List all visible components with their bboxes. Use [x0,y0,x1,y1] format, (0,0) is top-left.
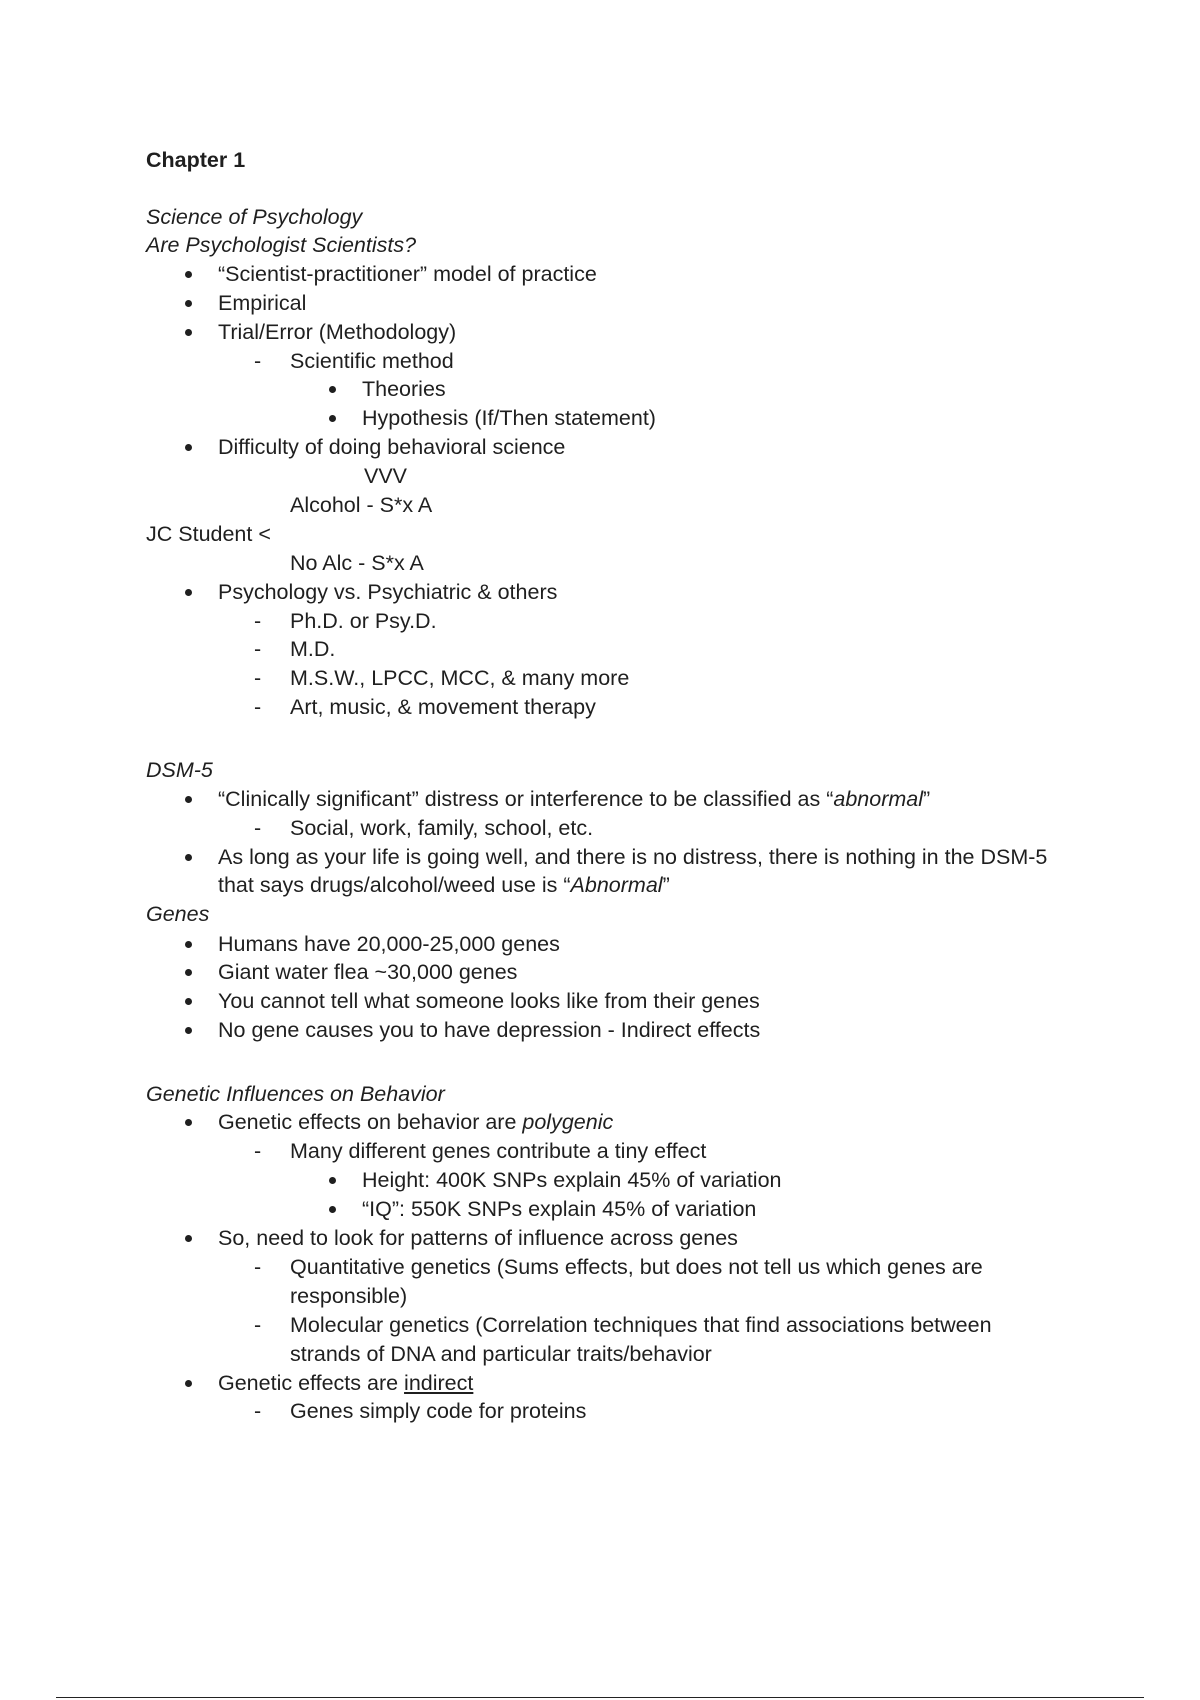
sub-list-item: - Art, music, & movement therapy [290,693,596,721]
list-item: Empirical [218,291,307,315]
sub-list-item: - Molecular genetics (Correlation techniques that find associations between [290,1311,992,1339]
sub-sub-list-item: Hypothesis (If/Then statement) [362,406,656,430]
list-item: Giant water flea ~30,000 genes [218,960,518,984]
list-item [218,785,930,813]
section-heading-genes: Genes [146,902,210,926]
underlined-text: indirect [404,1371,474,1395]
note-text: JC Student < [146,522,271,546]
sub-list-item: - Ph.D. or Psy.D. [290,607,437,635]
sub-list-item: - M.D. [290,635,335,663]
sub-sub-list-item: Theories [362,377,446,401]
arrow-text: VVV [364,464,408,488]
sub-list-item: - Quantitative genetics (Sums effects, but does not tell us which genes are [290,1253,983,1281]
section-heading-genetic-influences: Genetic Influences on Behavior [146,1082,445,1106]
list-item-text: Genetic effects are [218,1371,405,1395]
list-item: Trial/Error (Methodology) [218,320,457,344]
list-item-continuation [218,871,670,899]
list-item-text: ” [662,873,670,897]
list-item: So, need to look for patterns of influence across genes [218,1226,738,1250]
section-subheading: Are Psychologist Scientists? [146,233,417,257]
list-item-text: that says drugs/alcohol/weed use is “ [218,873,571,897]
sub-list-item: - Scientific method [290,347,454,375]
page-bottom-rule [56,1697,1144,1698]
sub-sub-list-item: “IQ”: 550K SNPs explain 45% of variation [362,1197,757,1221]
chapter-title: Chapter 1 [146,148,246,172]
sub-list-item: - M.S.W., LPCC, MCC, & many more [290,664,629,692]
list-item: Humans have 20,000-25,000 genes [218,932,560,956]
sub-sub-list-item: Height: 400K SNPs explain 45% of variation [362,1168,782,1192]
section-heading-dsm5: DSM-5 [146,758,213,782]
list-item: No gene causes you to have depression - Indirect effects [218,1018,761,1042]
list-item: “Scientist-practitioner” model of practice [218,262,597,286]
note-text: Alcohol - S*x A [290,493,433,517]
emphasis-text: Abnormal [570,873,663,897]
list-item: Difficulty of doing behavioral science [218,435,566,459]
list-item: As long as your life is going well, and there is no distress, there is nothing in the DSM-5 [218,845,1048,869]
list-item: You cannot tell what someone looks like from their genes [218,989,760,1013]
list-item-text: Genetic effects on behavior are [218,1110,523,1134]
sub-list-item-continuation: responsible) [290,1284,408,1308]
list-item-text: “Clinically significant” distress or interference to be classified as “ [218,787,834,811]
note-text: No Alc - S*x A [290,551,424,575]
list-item [218,1369,473,1397]
emphasis-text: polygenic [522,1110,614,1134]
section-heading-science: Science of Psychology [146,205,363,229]
list-item-text: ” [923,787,931,811]
sub-list-item: - Social, work, family, school, etc. [290,814,593,842]
sub-list-item: - Genes simply code for proteins [290,1397,586,1425]
list-item [218,1108,613,1136]
sub-list-item: - Many different genes contribute a tiny effect [290,1137,706,1165]
sub-list-item-continuation: strands of DNA and particular traits/behavior [290,1342,712,1366]
emphasis-text: abnormal [833,787,924,811]
list-item: Psychology vs. Psychiatric & others [218,580,558,604]
